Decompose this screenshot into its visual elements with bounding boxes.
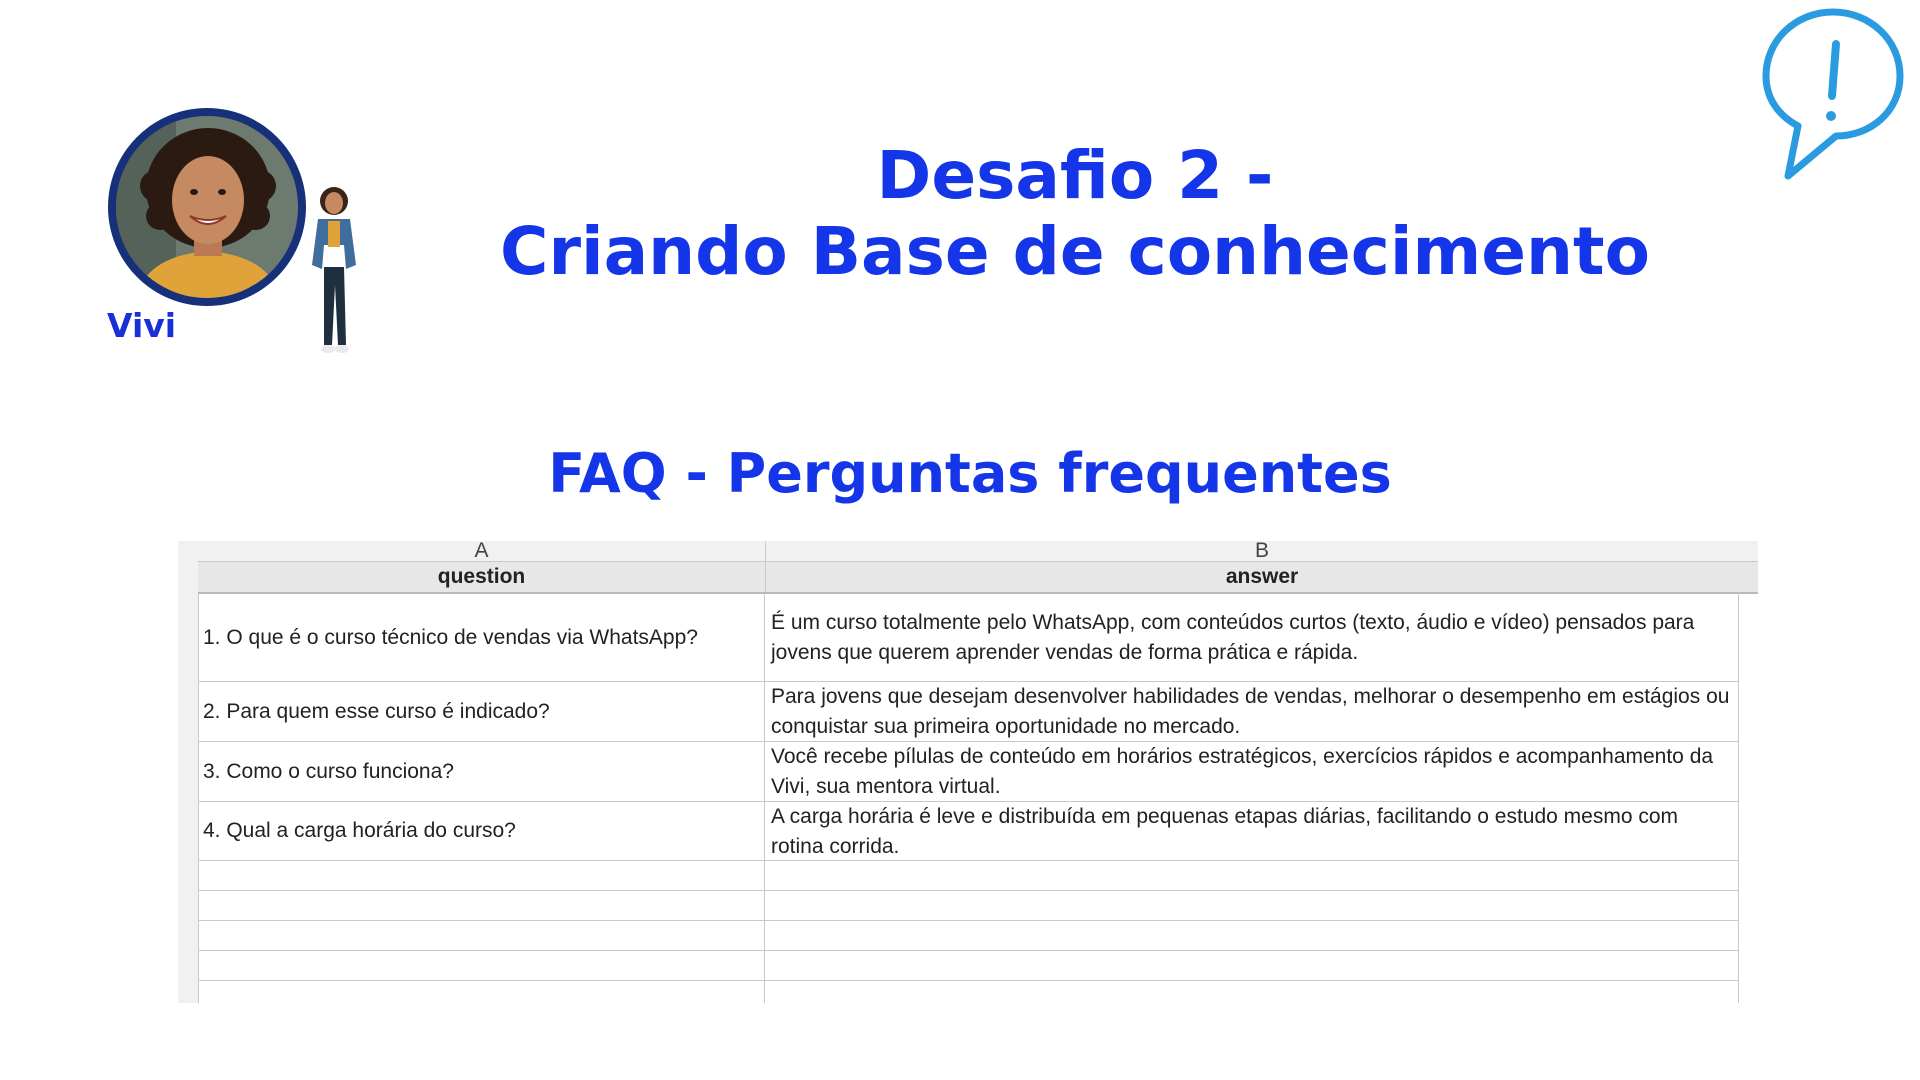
- column-header-a[interactable]: A: [198, 541, 766, 562]
- title-line-2: Criando Base de conhecimento: [500, 213, 1650, 290]
- question-cell[interactable]: 2. Para quem esse curso é indicado?: [198, 682, 765, 741]
- empty-row: [198, 891, 1738, 921]
- table-row: [198, 682, 1738, 742]
- empty-cell[interactable]: [766, 861, 1738, 890]
- empty-cell[interactable]: [198, 981, 765, 1003]
- empty-row: [198, 981, 1738, 1003]
- faq-spreadsheet: [178, 541, 1758, 1003]
- empty-row: [198, 861, 1738, 891]
- answer-cell[interactable]: Para jovens que desejam desenvolver habilidades de vendas, melhorar o desempenho em estágios ou conquistar sua primeira oportunidade no mercado.: [771, 685, 1730, 738]
- table-row: [198, 742, 1738, 802]
- answer-cell[interactable]: A carga horária é leve e distribuída em pequenas etapas diárias, facilitando o estudo mesmo com rotina corrida.: [771, 805, 1679, 858]
- avatar: [108, 108, 306, 306]
- empty-row: [198, 951, 1738, 981]
- avatar-photo: [116, 116, 298, 298]
- table-row: [198, 802, 1738, 861]
- empty-row: [198, 921, 1738, 951]
- section-subtitle: FAQ - Perguntas frequentes: [548, 442, 1392, 505]
- row-number-gutter: [178, 541, 199, 1003]
- speech-bubble-exclamation-icon: [1758, 4, 1908, 184]
- answer-cell[interactable]: É um curso totalmente pelo WhatsApp, com conteúdos curtos (texto, áudio e vídeo) pensados para jovens que querem aprender vendas de forma prática e rápida.: [771, 610, 1695, 664]
- table-right-border: [1738, 592, 1739, 1003]
- avatar-name: Vivi: [107, 306, 177, 345]
- question-cell[interactable]: 1. O que é o curso técnico de vendas via WhatsApp?: [198, 594, 765, 681]
- empty-cell[interactable]: [766, 951, 1738, 980]
- header-answer[interactable]: answer: [1225, 565, 1299, 588]
- question-cell[interactable]: 4. Qual a carga horária do curso?: [198, 802, 765, 860]
- question-cell[interactable]: 3. Como o curso funciona?: [198, 742, 765, 801]
- empty-cell[interactable]: [198, 891, 765, 920]
- column-header-b[interactable]: B: [766, 541, 1758, 562]
- empty-cell[interactable]: [766, 891, 1738, 920]
- empty-cell[interactable]: [198, 861, 765, 890]
- page-title: [470, 138, 1680, 290]
- table-row: [198, 594, 1738, 682]
- header-question[interactable]: question: [198, 562, 766, 592]
- empty-cell[interactable]: [766, 981, 1738, 1003]
- empty-cell[interactable]: [766, 921, 1738, 950]
- character-illustration: [300, 185, 372, 365]
- table-header-row: [198, 562, 1758, 594]
- empty-cell[interactable]: [198, 951, 765, 980]
- avatar-portrait-image: [116, 116, 298, 298]
- answer-cell[interactable]: Você recebe pílulas de conteúdo em horários estratégicos, exercícios rápidos e acompanhamento da Vivi, sua mentora virtual.: [771, 745, 1714, 798]
- title-line-1: Desafio 2 -: [876, 137, 1274, 214]
- empty-cell[interactable]: [198, 921, 765, 950]
